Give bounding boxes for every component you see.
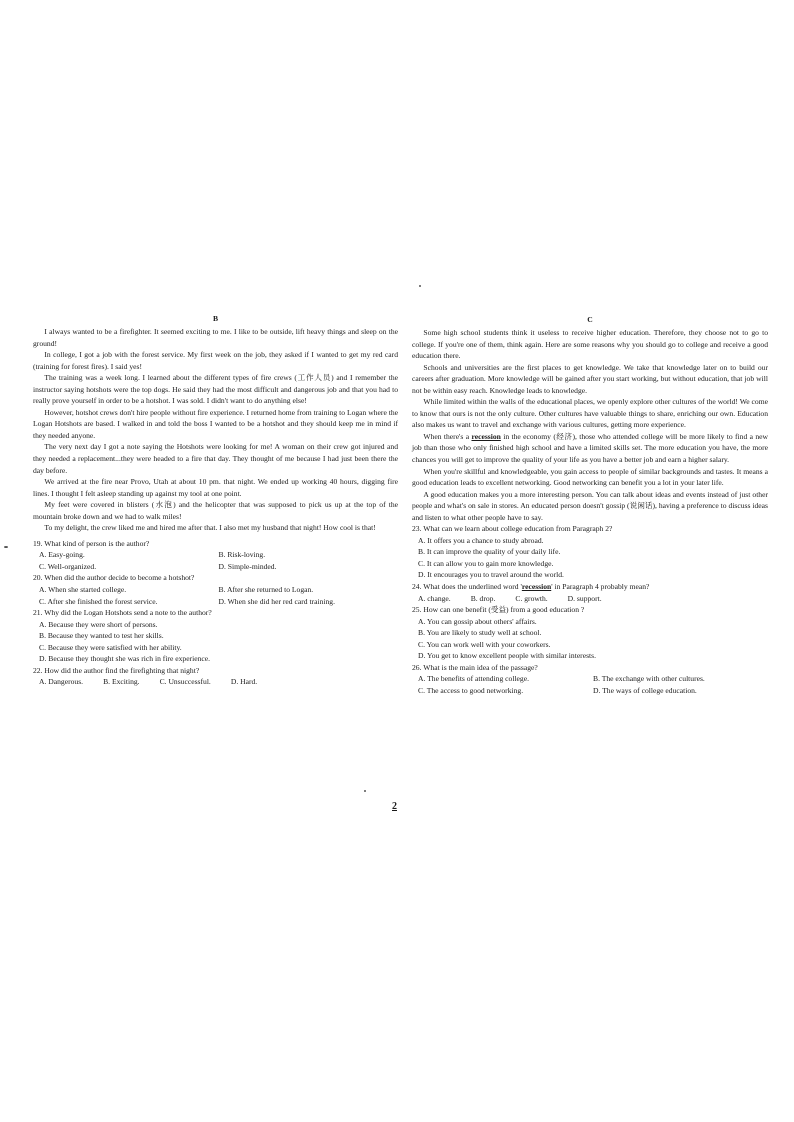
- passage-b-paragraph: I always wanted to be a firefighter. It seemed exciting to me. I like to be outside, lift heavy things and sleep on the ground!: [33, 327, 398, 348]
- option-d: D. Hard.: [230, 677, 258, 687]
- text: 24. What does the underlined word ': [412, 582, 522, 592]
- passage-c-paragraph: A good education makes you a more interesting person. You can talk about ideas and events instead of just other people and what's on sale in stores. An educated person doesn't gossip (说闲话), having a preference to discuss ideas and listen to what other people have to say.: [412, 489, 768, 522]
- page-number: 2: [392, 801, 397, 812]
- option-d: D. You get to know excellent people with similar interests.: [418, 651, 597, 661]
- question-23: [412, 523, 768, 581]
- question-26: [412, 662, 768, 697]
- passage-b-paragraph: My feet were covered in blisters (水泡) and the helicopter that was supposed to pick us up at the top of the mountain broke down and we had to walk miles!: [33, 500, 398, 521]
- passage-b-paragraph: In college, I got a job with the forest service. My first week on the job, they asked if I wanted to get my red card (training for forest fires). I said yes!: [33, 350, 398, 371]
- option-a: A. When she started college.: [39, 585, 127, 595]
- option-c: C. Unsuccessful.: [159, 677, 211, 687]
- question-stem: [412, 581, 768, 593]
- question-stem: 22. How did the author find the firefighting that night?: [33, 665, 200, 675]
- question-stem: 23. What can we learn about college education from Paragraph 2?: [412, 524, 613, 534]
- question-stem: 25. How can one benefit (受益) from a good education ?: [412, 605, 585, 615]
- passage-b-paragraph: We arrived at the fire near Provo, Utah at about 10 pm. that night. We ended up working 40 hours, digging fire lines. I thought I felt asleep standing up against my tool at one point.: [33, 477, 398, 498]
- option-b: B. Risk-loving.: [218, 550, 266, 560]
- passage-c-paragraph: Schools and universities are the first places to get knowledge. We take that knowledge later on to build our careers after graduation. More knowledge will be gained after you start working, but without education, that job will not be within easy reach. Knowledge leads to knowledge.: [412, 362, 768, 395]
- passage-c-paragraph: While limited within the walls of the educational places, we openly explore other cultures of the world! We come to know that ours is not the only culture. Other cultures have valuable things to share, enriching our own. Education also makes us want to travel and exchange with various cultures, getting more experience.: [412, 397, 768, 430]
- option-b: B. It can improve the quality of your daily life.: [418, 547, 561, 557]
- option-a: A. You can gossip about others' affairs.: [418, 616, 537, 626]
- option-b: B. drop.: [470, 593, 496, 603]
- option-c: C. growth.: [515, 593, 548, 603]
- option-a: A. It offers you a chance to study abroad.: [418, 535, 544, 545]
- passage-b-paragraph: However, hotshot crews don't hire people without fire experience. I returned home from training to Logan where the Logan Hotshots are based. I walked in and told the boss I wanted to be a hotshot and they should keep me in mind if they needed anyone.: [33, 407, 398, 440]
- option-b: B. Because they wanted to test her skills.: [39, 631, 164, 641]
- scan-speck: [4, 546, 8, 548]
- passage-c: [412, 314, 768, 697]
- text: in the economy (经济), those who attended college will be more likely to find a new job than those who only finished high school and have a limited skills set. The more education you have, the more chances you will get to improve the quality of your life as you have a better job and earn a higher salary.: [412, 431, 768, 465]
- question-22: [33, 665, 398, 688]
- passage-b-paragraph: The very next day I got a note saying the Hotshots were looking for me! A woman on their crew got injured and they needed a replacement...they were headed to a fire that day. They thought of me because I had just been there the day before.: [33, 442, 398, 475]
- question-stem: 21. Why did the Logan Hotshots send a note to the author?: [33, 608, 212, 618]
- option-b: B. The exchange with other cultures.: [593, 674, 705, 684]
- text: When there's a: [423, 431, 472, 441]
- scan-speck: [419, 285, 421, 287]
- option-a: A. The benefits of attending college.: [418, 674, 529, 684]
- question-stem: 26. What is the main idea of the passage?: [412, 662, 538, 672]
- option-d: D. support.: [567, 593, 602, 603]
- passage-b-paragraph: The training was a week long. I learned about the different types of fire crews (工作人员) and I remember the instructor saying hotshots were the top dogs. He said they had the most difficult and dangerous job and that you had to really prove yourself in order to be a hotshot. I was sold. I didn't want to do anything else!: [33, 373, 398, 406]
- option-a: A. Easy-going.: [39, 550, 85, 560]
- option-c: C. Well-organized.: [39, 561, 97, 571]
- text: ' in Paragraph 4 probably mean?: [551, 582, 650, 592]
- option-a: A. Dangerous.: [39, 677, 84, 687]
- option-b: B. You are likely to study well at school.: [418, 628, 542, 638]
- underlined-word-recession: recession: [471, 431, 501, 441]
- underlined-word-recession: recession: [521, 582, 552, 592]
- option-a: A. Because they were short of persons.: [39, 619, 158, 629]
- option-c: C. The access to good networking.: [418, 685, 524, 695]
- option-c: C. You can work well with your coworkers.: [418, 639, 551, 649]
- scan-speck: [364, 790, 366, 792]
- question-20: [33, 572, 398, 607]
- passage-b-title: B: [212, 314, 219, 323]
- question-21: [33, 607, 398, 665]
- option-d: D. It encourages you to travel around the world.: [418, 570, 564, 580]
- option-d: D. Simple-minded.: [218, 561, 277, 571]
- question-stem: 19. What kind of person is the author?: [33, 538, 150, 548]
- question-24: [412, 581, 768, 604]
- option-b: B. Exciting.: [103, 677, 140, 687]
- passage-b: [33, 313, 398, 688]
- question-stem: 20. When did the author decide to become a hotshot?: [33, 573, 195, 583]
- passage-c-paragraph: [412, 431, 768, 466]
- option-c: C. It can allow you to gain more knowledge.: [418, 558, 554, 568]
- option-b: B. After she returned to Logan.: [218, 585, 314, 595]
- option-d: D. Because they thought she was rich in fire experience.: [39, 654, 211, 664]
- option-d: D. When she did her red card training.: [218, 596, 335, 606]
- option-c: C. After she finished the forest service.: [39, 596, 158, 606]
- option-d: D. The ways of college education.: [593, 685, 697, 695]
- option-a: A. change.: [418, 593, 451, 603]
- passage-c-paragraph: Some high school students think it useless to receive higher education. Therefore, they choose not to go to college. If you're one of them, think again. Here are some reasons why you should go to college and receive a good education there.: [412, 328, 768, 361]
- question-25: [412, 604, 768, 662]
- passage-c-title: C: [587, 315, 593, 324]
- passage-b-paragraph: To my delight, the crew liked me and hired me after that. I also met my husband that night! How cool is that!: [44, 523, 376, 533]
- option-c: C. Because they were satisfied with her ability.: [39, 642, 182, 652]
- passage-c-paragraph: When you're skillful and knowledgeable, you gain access to people of similar backgrounds and tastes. It means a good education leads to excellent networking. Good networking can benefit you a lot in your later life.: [412, 466, 768, 488]
- question-19: [33, 538, 398, 573]
